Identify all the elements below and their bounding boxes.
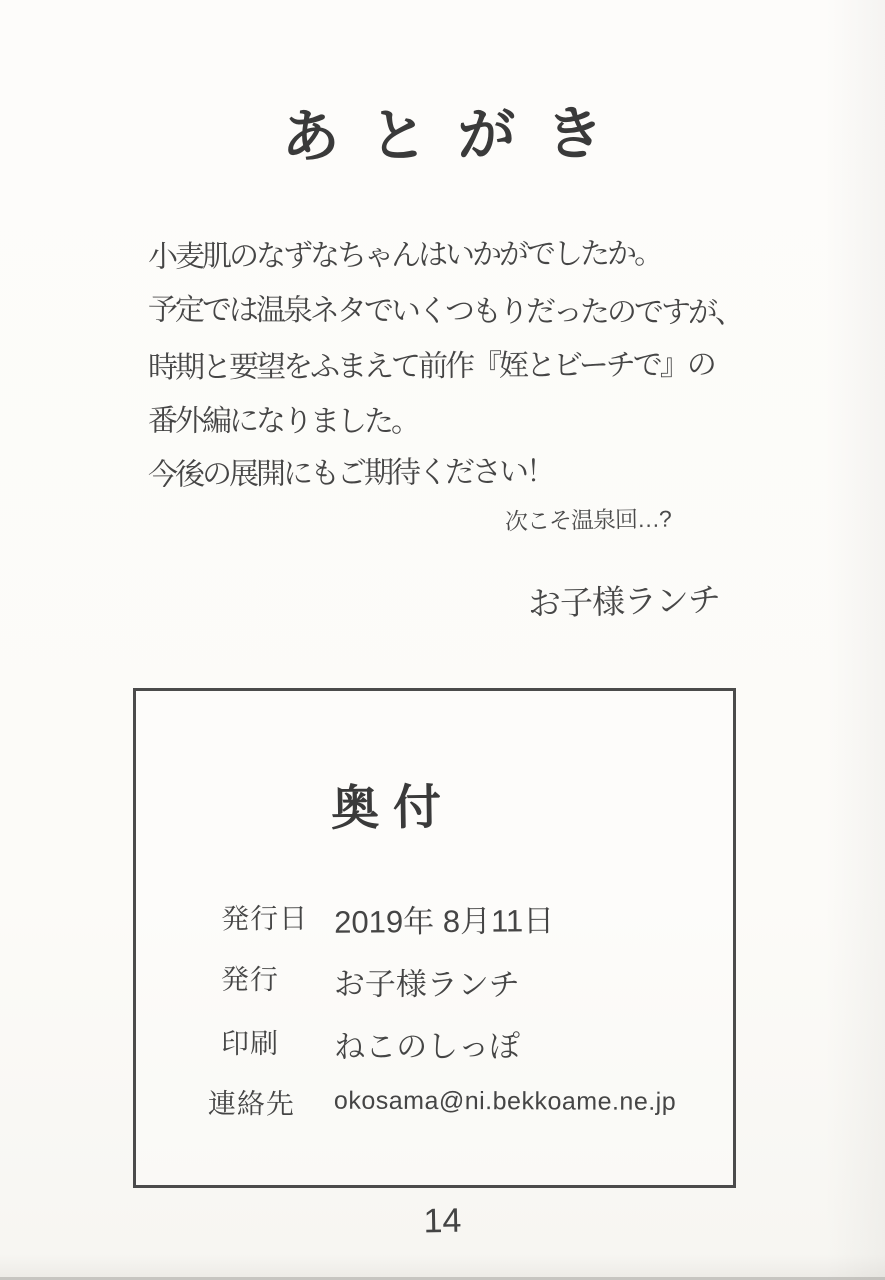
colophon-row [136,1019,733,1065]
colophon-value-contact-email: okosama@ni.bekkoame.ne.jp [333,1086,677,1116]
body-line: 番外編になりました。 [147,404,419,439]
body-line: 予定では温泉ネタでいくつもりだったのですが、 [147,293,743,330]
body-line: 時期と要望をふまえて前作『姪とビーチで』の [147,348,714,385]
body-line: 小麦肌のなずなちゃんはいかがでしたか。 [147,237,662,274]
page-number: 14 [423,1201,462,1241]
colophon-row [136,1082,733,1120]
colophon-value-publisher: お子様ランチ [333,966,520,1003]
author-signature: お子様ランチ [527,580,721,623]
aside-note: 次こそ温泉回…? [504,505,672,535]
colophon-value-publish-date: 2019年 8月11日 [334,903,555,940]
colophon-row [136,894,733,940]
colophon-row [136,957,733,1003]
colophon-label-publish-date: 発行日 [221,902,309,935]
colophon-title: 奥付 [330,781,456,836]
colophon-box [133,688,736,1188]
colophon-label-publisher: 発行 [220,963,279,996]
colophon-label-printer: 印刷 [221,1027,280,1060]
scan-shade-right [825,0,885,1280]
body-line: 今後の展開にもご期待ください！ [147,455,554,492]
afterword-title: あとがき [281,101,634,170]
colophon-value-printer: ねこのしっぽ [334,1028,521,1065]
colophon-label-contact: 連絡先 [207,1088,295,1120]
